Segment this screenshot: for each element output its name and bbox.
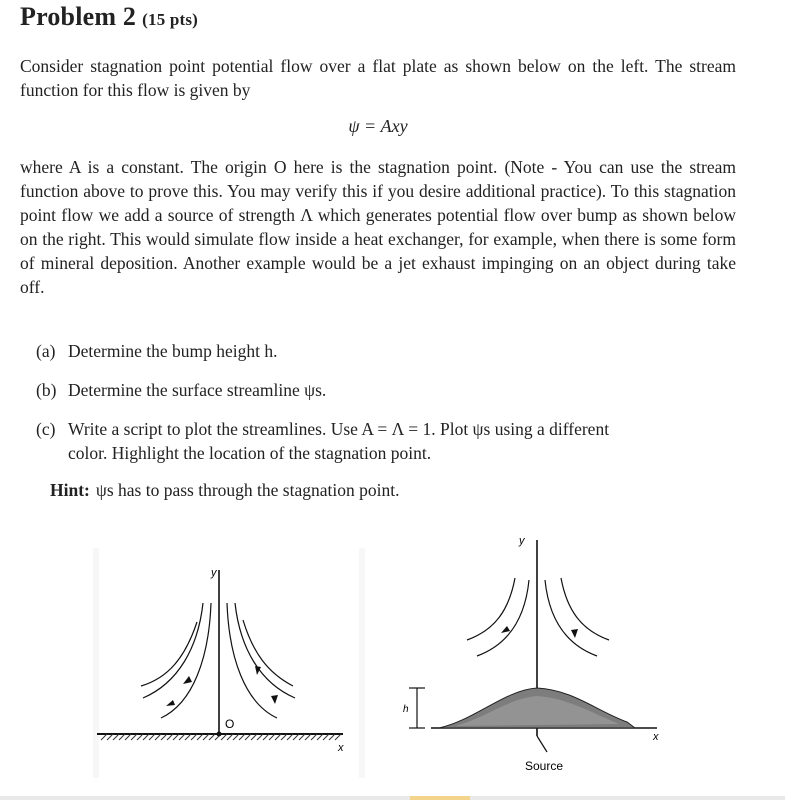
stream-function-equation: ψ = Axy [348,116,408,136]
body-paragraph: where A is a constant. The origin O here is the stagnation point. (Note - You can use the stream function above to prove this. You may verify this if you desire additional practice). To this stagnation point flow we add a source of strength Λ which generates potential flow over bump as shown below on the right. This would simulate flow inside a heat exchanger, for example, when there is some form of mineral deposition. Another example would be a jet exhaust impinging on an object during take off. [20,157,736,297]
arrow-upper-left [501,626,510,633]
x-axis-label-right: x [653,731,659,743]
hint-text: ψs has to pass through the stagnation point. [95,480,400,500]
stagnation-point [217,732,222,737]
question-b-label: (b) [36,380,57,400]
y-axis-label-right: y [519,535,525,547]
bottom-accent [410,796,470,800]
streamline-upper-left-inner [477,580,529,656]
question-c-label: (c) [36,419,56,439]
question-a-label: (a) [36,341,56,361]
title-text: Problem 2 [20,2,137,31]
hint [50,480,399,501]
arrow-upper-right [571,629,578,638]
intro-paragraph: Consider stagnation point potential flow over a flat plate as shown below on the left. The stream function for this flow is given by [20,56,736,100]
title-points: (15 pts) [142,10,199,29]
h-label: h [403,704,409,715]
source-leader [537,736,547,752]
bottom-bar [0,796,785,800]
question-c [36,417,736,465]
question-b [36,378,736,402]
figure-panel [99,548,359,778]
x-axis-label: x [338,742,344,754]
question-a-text: Determine the bump height h. [68,341,278,361]
question-c-text: Write a script to plot the streamlines. Use A = Λ = 1. Plot ψs using a different [68,419,610,439]
problem-title [20,2,198,32]
question-a [36,339,736,363]
bump-source-figure [395,530,685,780]
y-axis-label: y [211,567,217,579]
source-label: Source [525,759,564,773]
question-b-text: Determine the surface streamline ψs. [68,380,327,400]
streamline-upper-right-inner [545,580,597,656]
streamline-upper-right-outer [561,578,609,640]
hint-label: Hint: [50,480,90,500]
stagnation-flow-figure [93,548,365,778]
origin-label: O [225,717,235,731]
question-c-continuation: color. Highlight the location of the stagnation point. [68,443,432,463]
